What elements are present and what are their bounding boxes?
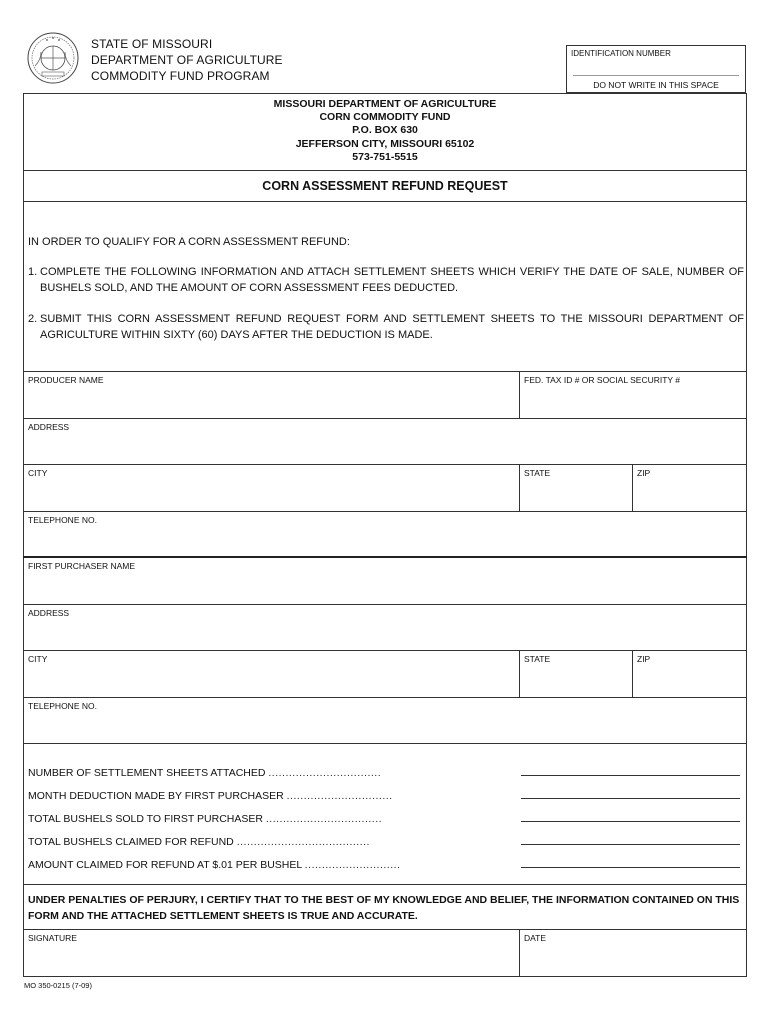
leader-dots: ...............................	[286, 790, 393, 802]
purchaser-zip-label: ZIP	[637, 654, 651, 664]
summary-row-amount-claimed	[28, 859, 400, 871]
bushels-claimed-input[interactable]	[521, 844, 740, 845]
signature-label: SIGNATURE	[28, 933, 77, 943]
divider	[23, 884, 747, 885]
divider	[23, 743, 747, 744]
instruction-item-2	[28, 311, 744, 343]
perjury-certification: UNDER PENALTIES OF PERJURY, I CERTIFY THAT TO THE BEST OF MY KNOWLEDGE AND BELIEF, THE INFORMATION CONTAINED ON THIS FORM AND THE ATTACHED SETTLEMENT SHEETS IS TRUE AND ACCURATE.	[28, 894, 740, 922]
summary-row-bushels-sold	[28, 813, 382, 825]
agency-line-state: STATE OF MISSOURI	[91, 37, 213, 51]
agency-line-department: DEPARTMENT OF AGRICULTURE	[91, 53, 283, 67]
purchaser-telephone-field[interactable]	[24, 698, 746, 743]
producer-city-field[interactable]	[24, 465, 519, 510]
purchaser-city-label: CITY	[28, 654, 48, 664]
producer-telephone-field[interactable]	[24, 512, 746, 556]
instruction-number: 2.	[28, 313, 38, 325]
producer-address-field[interactable]	[24, 419, 746, 464]
do-not-write-note: DO NOT WRITE IN THIS SPACE	[593, 80, 719, 90]
missouri-state-seal	[27, 32, 79, 84]
tax-id-label: FED. TAX ID # OR SOCIAL SECURITY #	[524, 375, 681, 385]
bushels-sold-input[interactable]	[521, 821, 740, 822]
date-field[interactable]	[520, 930, 746, 976]
purchaser-state-field[interactable]	[520, 651, 632, 697]
summary-row-settlement-sheets	[28, 767, 381, 779]
date-label: DATE	[524, 933, 547, 943]
leader-dots: .......................................	[236, 836, 370, 848]
producer-name-label: PRODUCER NAME	[28, 375, 104, 385]
mailing-line-fund: CORN COMMODITY FUND	[319, 111, 451, 124]
mailing-line-phone: 573-751-5515	[352, 150, 418, 163]
form-title: CORN ASSESSMENT REFUND REQUEST	[262, 179, 508, 193]
mailing-line-department: MISSOURI DEPARTMENT OF AGRICULTURE	[273, 98, 497, 110]
summary-label: TOTAL BUSHELS CLAIMED FOR REFUND	[28, 836, 234, 848]
summary-label: AMOUNT CLAIMED FOR REFUND AT $.01 PER BUSHEL	[28, 859, 302, 871]
tax-id-field[interactable]	[520, 372, 746, 418]
producer-zip-label: ZIP	[637, 468, 651, 478]
producer-state-label: STATE	[524, 468, 551, 478]
signature-field[interactable]	[24, 930, 519, 976]
purchaser-address-field[interactable]	[24, 605, 746, 650]
producer-city-label: CITY	[28, 468, 48, 478]
purchaser-city-field[interactable]	[24, 651, 519, 697]
mailing-address-block	[23, 98, 747, 164]
producer-telephone-label: TELEPHONE NO.	[28, 515, 97, 525]
leader-dots: ............................	[304, 859, 401, 871]
purchaser-zip-field[interactable]	[633, 651, 746, 697]
instruction-text: COMPLETE THE FOLLOWING INFORMATION AND ATTACH SETTLEMENT SHEETS WHICH VERIFY THE DATE OF SALE, NUMBER OF BUSHELS SOLD, AND THE AMOUNT OF CORN ASSESSMENT FEES DEDUCTED.	[40, 266, 744, 294]
producer-name-field[interactable]	[24, 372, 519, 418]
instruction-number: 1.	[28, 266, 38, 278]
agency-line-program: COMMODITY FUND PROGRAM	[91, 69, 270, 83]
mailing-line-city: JEFFERSON CITY, MISSOURI 65102	[295, 137, 475, 150]
divider	[23, 170, 747, 171]
identification-number-line	[573, 75, 739, 76]
summary-row-deduction-month	[28, 790, 393, 802]
purchaser-address-label: ADDRESS	[28, 608, 70, 618]
summary-label: MONTH DEDUCTION MADE BY FIRST PURCHASER	[28, 790, 284, 802]
instruction-text: SUBMIT THIS CORN ASSESSMENT REFUND REQUEST FORM AND SETTLEMENT SHEETS TO THE MISSOURI DEPARTMENT OF AGRICULTURE WITHIN SIXTY (60) DAYS AFTER THE DEDUCTION IS MADE.	[40, 313, 744, 341]
summary-label: TOTAL BUSHELS SOLD TO FIRST PURCHASER	[28, 813, 263, 825]
amount-claimed-input[interactable]	[521, 867, 740, 868]
producer-address-label: ADDRESS	[28, 422, 70, 432]
purchaser-name-label: FIRST PURCHASER NAME	[28, 561, 136, 571]
settlement-sheets-input[interactable]	[521, 775, 740, 776]
purchaser-state-label: STATE	[524, 654, 551, 664]
instruction-item-1	[28, 264, 744, 296]
leader-dots: ..................................	[265, 813, 383, 825]
summary-label: NUMBER OF SETTLEMENT SHEETS ATTACHED	[28, 767, 266, 779]
purchaser-telephone-label: TELEPHONE NO.	[28, 701, 97, 711]
divider	[23, 201, 747, 202]
deduction-month-input[interactable]	[521, 798, 740, 799]
instructions-intro: IN ORDER TO QUALIFY FOR A CORN ASSESSMENT REFUND:	[28, 236, 350, 248]
identification-number-box	[566, 45, 746, 93]
mailing-line-box: P.O. BOX 630	[352, 124, 418, 137]
producer-zip-field[interactable]	[633, 465, 746, 510]
producer-state-field[interactable]	[520, 465, 632, 510]
identification-number-label: IDENTIFICATION NUMBER	[571, 49, 671, 58]
leader-dots: .................................	[268, 767, 382, 779]
purchaser-name-field[interactable]	[24, 558, 746, 604]
summary-row-bushels-claimed	[28, 836, 370, 848]
form-number: MO 350-0215 (7-09)	[24, 981, 92, 990]
